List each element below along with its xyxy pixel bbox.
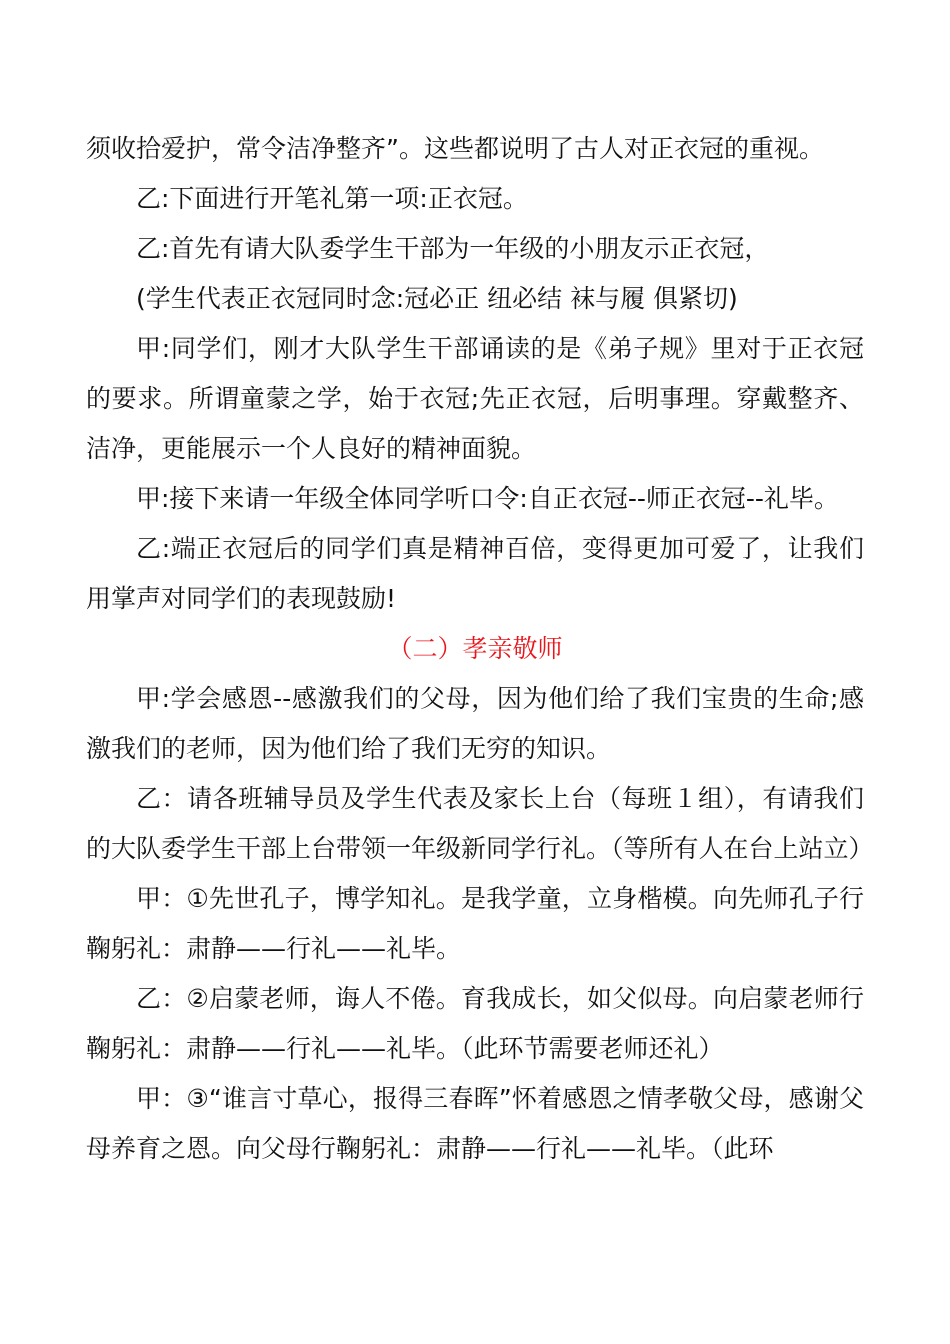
paragraph-invite-cadres: 乙:首先有请大队委学生干部为一年级的小朋友示正衣冠， xyxy=(136,234,770,263)
paragraph-bow-parents: 甲：③“谁言寸草心，报得三春晖”怀着感恩之情孝敬父母，感谢父母养育之恩。向父母行鞠躬礼：肃静——行礼——礼毕。（此环 xyxy=(86,1084,864,1163)
paragraph-applause: 乙:端正衣冠后的同学们真是精神百倍，变得更加可爱了，让我们用掌声对同学们的表现鼓励! xyxy=(86,534,864,613)
paragraph-command: 甲:接下来请一年级全体同学听口令:自正衣冠--师正衣冠--礼毕。 xyxy=(136,484,839,513)
paragraph-stage-direction: (学生代表正衣冠同时念:冠必正 纽必结 袜与履 俱紧切) xyxy=(136,284,738,313)
paragraph-gratitude: 甲:学会感恩--感激我们的父母，因为他们给了我们宝贵的生命;感激我们的老师，因为他们给了我们无穷的知识。 xyxy=(86,684,864,763)
section-heading: （二）孝亲敬师 xyxy=(387,634,563,663)
paragraph-bow-teacher: 乙：②启蒙老师，诲人不倦。育我成长，如父似母。向启蒙老师行鞠躬礼：肃静——行礼——礼毕。（此环节需要老师还礼） xyxy=(86,984,864,1063)
document-body xyxy=(86,124,874,1174)
paragraph-dizigui: 甲:同学们，刚才大队学生干部诵读的是《弟子规》里对于正衣冠的要求。所谓童蒙之学，始于衣冠;先正衣冠，后明事理。穿戴整齐、洁净，更能展示一个人良好的精神面貌。 xyxy=(86,334,864,463)
paragraph-first-item: 乙:下面进行开笔礼第一项:正衣冠。 xyxy=(136,184,528,213)
paragraph-invite-teachers: 乙：请各班辅导员及学生代表及家长上台（每班１组），有请我们的大队委学生干部上台带领一年级新同学行礼。（等所有人在台上站立） xyxy=(86,784,874,863)
paragraph-bow-confucius: 甲：①先世孔子，博学知礼。是我学童，立身楷模。向先师孔子行鞠躬礼：肃静——行礼——礼毕。 xyxy=(86,884,864,963)
paragraph-continuation: 须收拾爱护，常令洁净整齐”。这些都说明了古人对正衣冠的重视。 xyxy=(86,134,824,163)
